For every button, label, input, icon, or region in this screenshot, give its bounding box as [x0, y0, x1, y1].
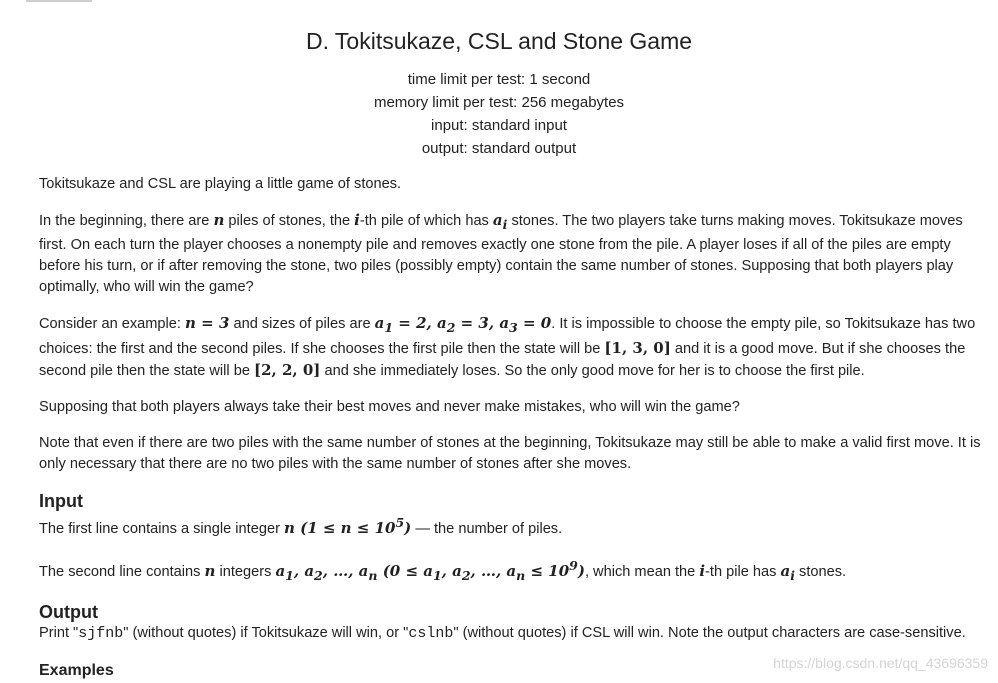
paragraph-optimal: Supposing that both players always take their best moves and never make mistakes, who will win the game? — [39, 399, 740, 415]
math-state-220: [2, 2, 0] — [254, 361, 321, 379]
math-i: i — [354, 211, 360, 229]
code-cslnb: cslnb — [408, 625, 454, 642]
math-n: n — [204, 562, 216, 580]
examples-heading: Examples — [39, 662, 114, 679]
math-ai: $a_i$ — [780, 562, 795, 583]
code-sjfnb: sjfnb — [78, 625, 124, 642]
math-pile-sizes: $a_1 = 2$, $a_2 = 3$, $a_3 = 0$ — [374, 314, 552, 335]
problem-statement — [39, 174, 989, 682]
math-a-list: $a_1$, $a_2$, …, $a_n$ ($0 \le a_1$, $a_2$, …, $a_n \le 10^9$) — [275, 558, 585, 583]
math-i: i — [699, 562, 706, 580]
paragraph-rules: In the beginning, there are n piles of stones, the i-th pile of which has $a_i$ stones. The two players take turns making moves. Tokitsukaze moves first. On each turn the player chooses a nonempty pile and removes exactly one stone from the pile. A player loses if all of the piles are empty before his turn, or if after removing the stone, two piles (possibly empty) contain the same number of stones. Supposing that both players play optimally, who will win the game? — [39, 211, 963, 295]
output-spec: output: standard output — [421, 140, 577, 157]
math-ai: $a_i$ — [492, 211, 508, 232]
math-n: n — [213, 211, 225, 229]
paragraph-example: Consider an example: n = 3 and sizes of piles are $a_1 = 2$, $a_2 = 3$, $a_3 = 0$. It is impossible to choose the empty pile, so Tokitsukaze has two choices: the first and the second piles. If she chooses the first pile then the state will be [1, 3, 0] and it is a good move. But if she chooses the second pile then the state will be [2, 2, 0] and she immediately loses. So the only good move for her is to choose the first pile. — [39, 314, 976, 379]
math-n-eq-3: n = 3 — [185, 314, 230, 332]
math-n-range: n $(1 \le n \le 10^5)$ — [283, 515, 412, 537]
output-line: Print "sjfnb" (without quotes) if Tokitsukaze will win, or "cslnb" (without quotes) if CSL will win. Note the output characters are case-sensitive. — [39, 625, 966, 642]
top-divider — [26, 0, 92, 2]
problem-title: D. Tokitsukaze, CSL and Stone Game — [305, 28, 693, 54]
problem-limits — [0, 68, 998, 160]
memory-limit: memory limit per test: 256 megabytes — [373, 94, 625, 111]
time-limit: time limit per test: 1 second — [407, 71, 591, 88]
math-state-130: [1, 3, 0] — [604, 339, 671, 357]
input-spec: input: standard input — [431, 117, 567, 134]
paragraph-intro: Tokitsukaze and CSL are playing a little game of stones. — [39, 176, 402, 192]
input-line-1: The first line contains a single integer n $(1 \le n \le 10^5)$ — the number of piles. — [39, 515, 563, 537]
input-heading: Input — [39, 491, 83, 511]
paragraph-note: Note that even if there are two piles with the same number of stones at the beginning, Tokitsukaze may still be able to make a valid first move. It is only necessary that there are no two piles with the same number of stones after she moves. — [39, 435, 981, 472]
output-heading: Output — [39, 602, 98, 622]
watermark: https://blog.csdn.net/qq_43696359 — [773, 655, 988, 671]
input-line-2: The second line contains n integers $a_1$, $a_2$, …, $a_n$ ($0 \le a_1$, $a_2$, …, $a_n \le 10^9$), which mean the i-th pile has $a_i$ stones. — [39, 558, 847, 583]
